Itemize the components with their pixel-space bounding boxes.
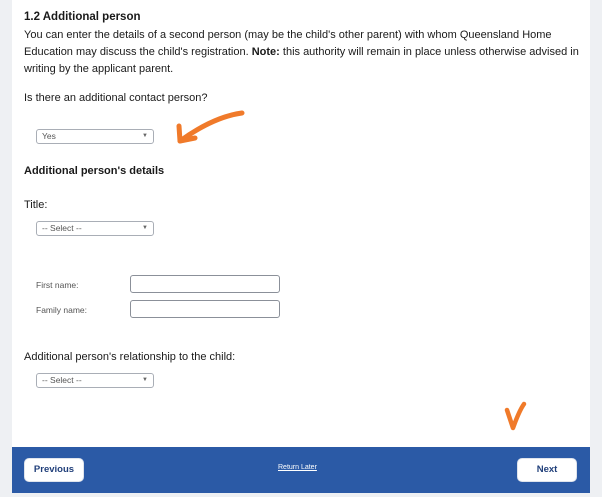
additional-contact-selected: Yes — [42, 131, 56, 141]
first-name-label: First name: — [36, 280, 79, 290]
intro-line: You can enter the details of a second person (may be the child's other parent) with whom Queensland Home Education may discuss the child's registration. — [24, 29, 552, 58]
chevron-down-icon: ▼ — [142, 133, 148, 139]
note-text: this authority will remain in place unless otherwise advised in writing by the applicant parent. — [24, 46, 579, 75]
relationship-question: Additional person's relationship to the child: — [24, 351, 236, 363]
form-footer — [12, 447, 590, 493]
note-label: Note: — [251, 46, 280, 58]
next-button[interactable]: Next — [517, 458, 577, 482]
chevron-down-icon: ▼ — [142, 225, 148, 231]
relationship-select[interactable] — [36, 373, 154, 388]
chevron-down-icon: ▼ — [142, 377, 148, 383]
return-later-link[interactable]: Return Later — [278, 464, 317, 471]
form-panel — [12, 0, 590, 447]
family-name-input[interactable] — [130, 300, 280, 318]
title-label: Title: — [24, 199, 48, 211]
previous-button[interactable]: Previous — [24, 458, 84, 482]
details-heading: Additional person's details — [24, 165, 165, 177]
family-name-label: Family name: — [36, 305, 88, 315]
relationship-selected: -- Select -- — [42, 375, 82, 385]
title-select[interactable] — [36, 221, 154, 236]
first-name-input[interactable] — [130, 275, 280, 293]
title-selected: -- Select -- — [42, 223, 82, 233]
section-title: 1.2 Additional person — [24, 11, 141, 23]
additional-contact-question: Is there an additional contact person? — [24, 92, 208, 104]
additional-contact-select[interactable] — [36, 129, 154, 144]
intro-text — [24, 27, 582, 78]
